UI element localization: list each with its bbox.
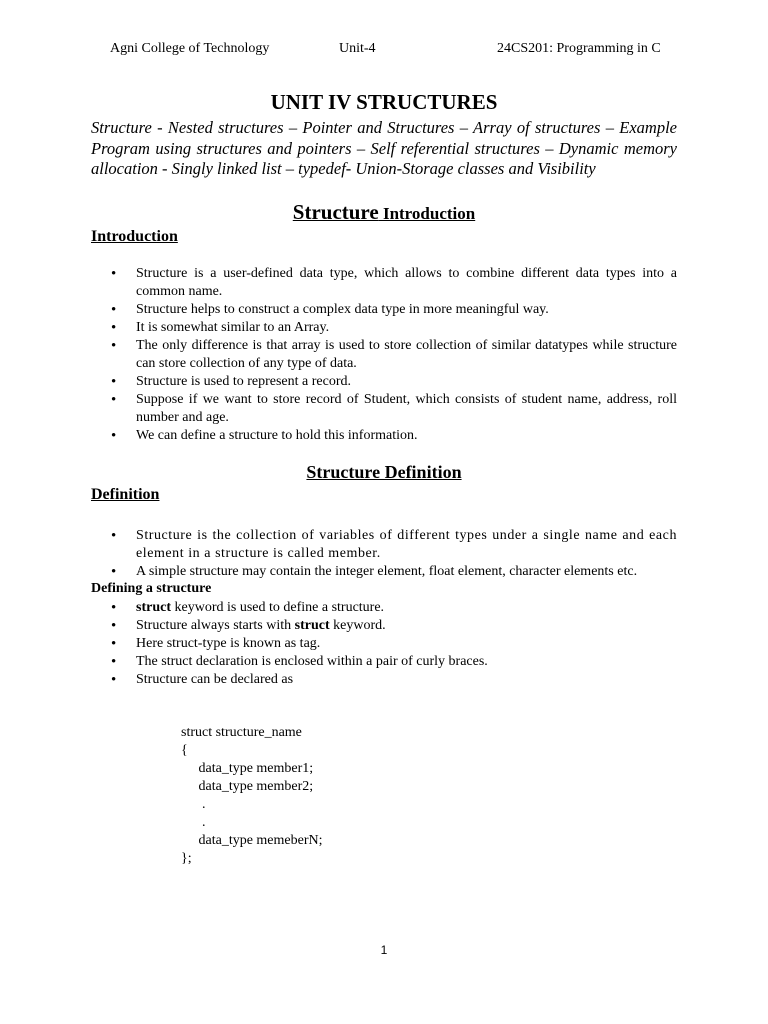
list-item: • Here struct-type is known as tag. <box>91 635 677 653</box>
list-item: • Structure can be declared as <box>91 671 677 689</box>
definition-bullet-list <box>91 527 677 581</box>
list-item: • It is somewhat similar to an Array. <box>91 319 677 337</box>
code-block <box>181 706 323 886</box>
list-item: • We can define a structure to hold this information. <box>91 427 677 445</box>
list-item: • Structure is the collection of variables of different types under a single name and each element in a structure is called member. <box>91 527 677 563</box>
code-line: data_type memeberN; <box>181 833 323 848</box>
subheading-introduction: Introduction <box>91 228 178 245</box>
code-line: { <box>181 743 188 758</box>
list-item: • Structure is used to represent a record. <box>91 373 677 391</box>
keyword-struct: struct <box>294 618 330 633</box>
list-item: • The struct declaration is enclosed within a pair of curly braces. <box>91 653 677 671</box>
section-heading-structure-introduction <box>0 200 768 225</box>
list-item: • A simple structure may contain the integer element, float element, character elements etc. <box>91 563 677 581</box>
code-line: . <box>181 797 206 812</box>
intro-bullet-list <box>91 265 677 445</box>
code-line: data_type member1; <box>181 761 314 776</box>
section-heading-structure-definition: Structure Definition <box>306 462 462 482</box>
syllabus-text: Structure - Nested structures – Pointer and Structures – Array of structures – Example Program using structures and pointers – Self referential structures – Dynamic memory allocation - Singly linked list – typedef- Union-Storage classes and Visibility <box>91 118 677 178</box>
subheading-definition: Definition <box>91 486 160 503</box>
page-number: 1 <box>380 943 388 957</box>
keyword-struct: struct <box>136 600 171 615</box>
header-course: 24CS201: Programming in C <box>497 41 661 56</box>
header-college: Agni College of Technology <box>110 41 270 56</box>
defining-bullet-list <box>91 599 677 689</box>
defining-structure-heading: Defining a structure <box>91 581 212 596</box>
code-line: struct structure_name <box>181 725 302 740</box>
header-unit: Unit-4 <box>339 41 376 56</box>
code-line: data_type member2; <box>181 779 314 794</box>
list-item <box>91 617 677 635</box>
list-item-text: keyword. <box>329 618 386 633</box>
list-item-text: Structure always starts with <box>136 618 295 633</box>
list-item: • Suppose if we want to store record of Student, which consists of student name, address, roll number and age. <box>91 391 677 427</box>
list-item: • Structure helps to construct a complex data type in more meaningful way. <box>91 301 677 319</box>
list-item-text: keyword is used to define a structure. <box>171 600 385 615</box>
section-heading-small: Introduction <box>378 204 476 223</box>
code-line: }; <box>181 851 192 866</box>
list-item <box>91 599 677 617</box>
code-line: . <box>181 815 206 830</box>
page-title: UNIT IV STRUCTURES <box>270 90 498 114</box>
list-item: • The only difference is that array is used to store collection of similar datatypes while structure can store collection of any type of data. <box>91 337 677 373</box>
section-heading-big: Structure <box>292 200 379 224</box>
list-item: • Structure is a user-defined data type, which allows to combine different data types into a common name. <box>91 265 677 301</box>
